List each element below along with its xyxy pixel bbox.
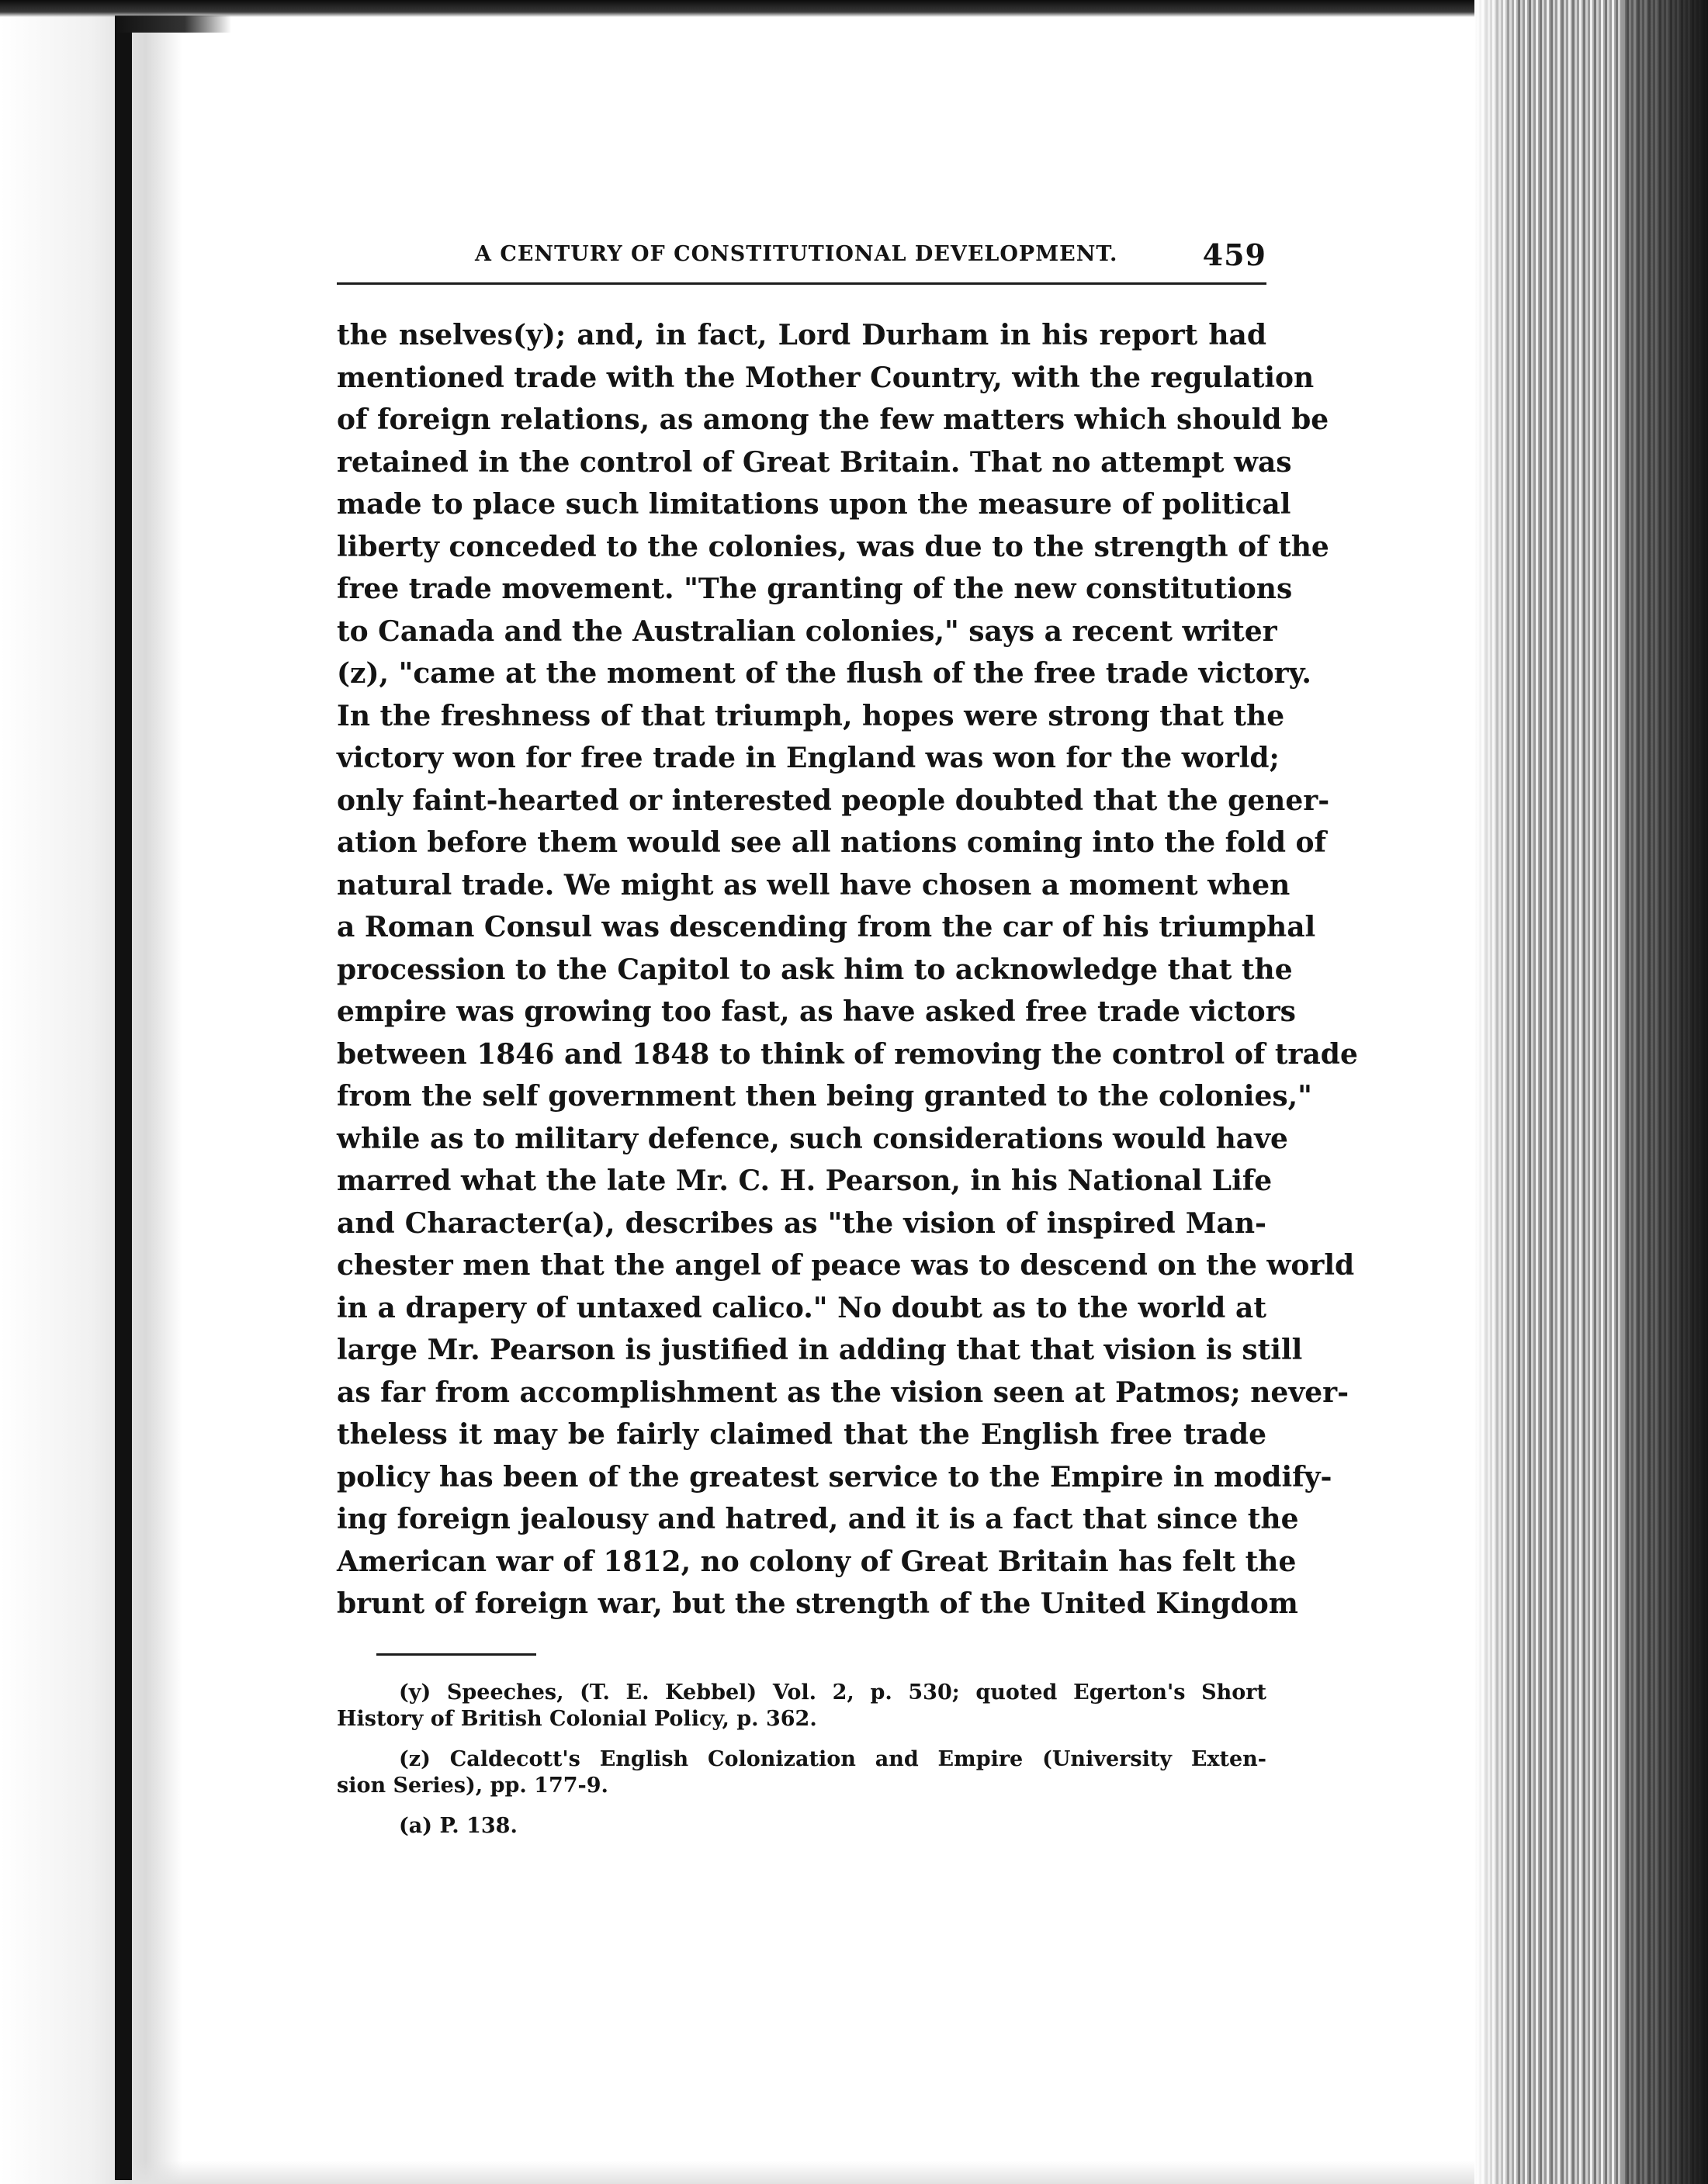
text-line: procession to the Capitol to ask him to acknowledge that the bbox=[337, 953, 1293, 986]
text-line: between 1846 and 1848 to think of removing the control of trade bbox=[337, 1037, 1358, 1071]
text-line: natural trade. We might as well have chosen a moment when bbox=[337, 868, 1291, 902]
text-line: while as to military defence, such considerations would have bbox=[337, 1122, 1288, 1155]
text-line: theless it may be fairly claimed that the English free trade bbox=[337, 1418, 1266, 1451]
page-stack-edge bbox=[1474, 0, 1708, 2184]
footnote-line: (z) Caldecott's English Colonization and Empire (University Exten- bbox=[399, 1747, 1266, 1771]
left-gutter-shadow bbox=[0, 0, 182, 2184]
text-line: victory won for free trade in England was won for the world; bbox=[337, 742, 1280, 774]
footnote-y bbox=[337, 1680, 1266, 1732]
text-line: brunt of foreign war, but the strength of the United Kingdom bbox=[337, 1587, 1298, 1620]
text-line: In the freshness of that triumph, hopes were strong that the bbox=[337, 699, 1285, 732]
text-line: and Character(a), describes as "the vision of inspired Man- bbox=[337, 1206, 1266, 1240]
footnotes bbox=[337, 1680, 1266, 1840]
footnote-a bbox=[337, 1813, 1266, 1840]
text-line: the nselves(y); and, in fact, Lord Durham in his report had bbox=[337, 319, 1266, 351]
footnote-rule bbox=[376, 1653, 536, 1656]
text-line: large Mr. Pearson is justified in adding that that vision is still bbox=[337, 1334, 1303, 1366]
text-line: ing foreign jealousy and hatred, and it is a fact that since the bbox=[337, 1503, 1299, 1535]
text-line: chester men that the angel of peace was to descend on the world bbox=[337, 1249, 1355, 1282]
text-line: mentioned trade with the Mother Country, with the regulation bbox=[337, 361, 1315, 394]
text-line: liberty conceded to the colonies, was due to the strength of the bbox=[337, 530, 1329, 563]
text-line: ation before them would see all nations coming into the fold of bbox=[337, 826, 1327, 859]
footnote-line: History of British Colonial Policy, p. 362. bbox=[337, 1707, 817, 1731]
text-line: in a drapery of untaxed calico." No doubt as to the world at bbox=[337, 1291, 1266, 1324]
text-line: (z), "came at the moment of the flush of the free trade victory. bbox=[337, 657, 1311, 690]
running-head bbox=[337, 237, 1266, 279]
text-line: marred what the late Mr. C. H. Pearson, in his National Life bbox=[337, 1165, 1273, 1197]
text-line: made to place such limitations upon the measure of political bbox=[337, 488, 1291, 521]
text-line: American war of 1812, no colony of Great Britain has felt the bbox=[337, 1545, 1297, 1578]
text-line: from the self government then being granted to the colonies," bbox=[337, 1080, 1312, 1113]
book-spine-edge bbox=[115, 23, 132, 2180]
page-number: 459 bbox=[1202, 237, 1266, 272]
text-line: retained in the control of Great Britain. That no attempt was bbox=[337, 445, 1292, 479]
body-paragraph bbox=[337, 314, 1358, 1625]
footnote-line: (a) P. 138. bbox=[399, 1814, 518, 1838]
text-line: a Roman Consul was descending from the car of his triumphal bbox=[337, 911, 1316, 943]
book-spine-top-edge bbox=[115, 16, 231, 33]
text-line: as far from accomplishment as the vision seen at Patmos; never- bbox=[337, 1376, 1349, 1409]
text-line: to Canada and the Australian colonies," says a recent writer bbox=[337, 614, 1277, 648]
footnote-line: sion Series), pp. 177-9. bbox=[337, 1774, 608, 1798]
footnote-line: (y) Speeches, (T. E. Kebbel) Vol. 2, p. 530; quoted Egerton's Short bbox=[399, 1680, 1266, 1705]
text-line: free trade movement. "The granting of the new constitutions bbox=[337, 573, 1293, 605]
footnote-z bbox=[337, 1746, 1266, 1799]
running-title: A CENTURY OF CONSTITUTIONAL DEVELOPMENT. bbox=[475, 242, 1118, 266]
text-line: of foreign relations, as among the few matters which should be bbox=[337, 403, 1329, 436]
scan-bottom-shadow bbox=[132, 2161, 1474, 2184]
scan-top-border bbox=[0, 0, 1708, 17]
text-line: policy has been of the greatest service to the Empire in modify- bbox=[337, 1460, 1332, 1493]
text-line: only faint-hearted or interested people doubted that the gener- bbox=[337, 784, 1330, 817]
text-line: empire was growing too fast, as have asked free trade victors bbox=[337, 995, 1296, 1028]
footnote-spacer bbox=[337, 1732, 1266, 1746]
footnote-spacer bbox=[337, 1799, 1266, 1813]
header-rule bbox=[337, 282, 1266, 285]
